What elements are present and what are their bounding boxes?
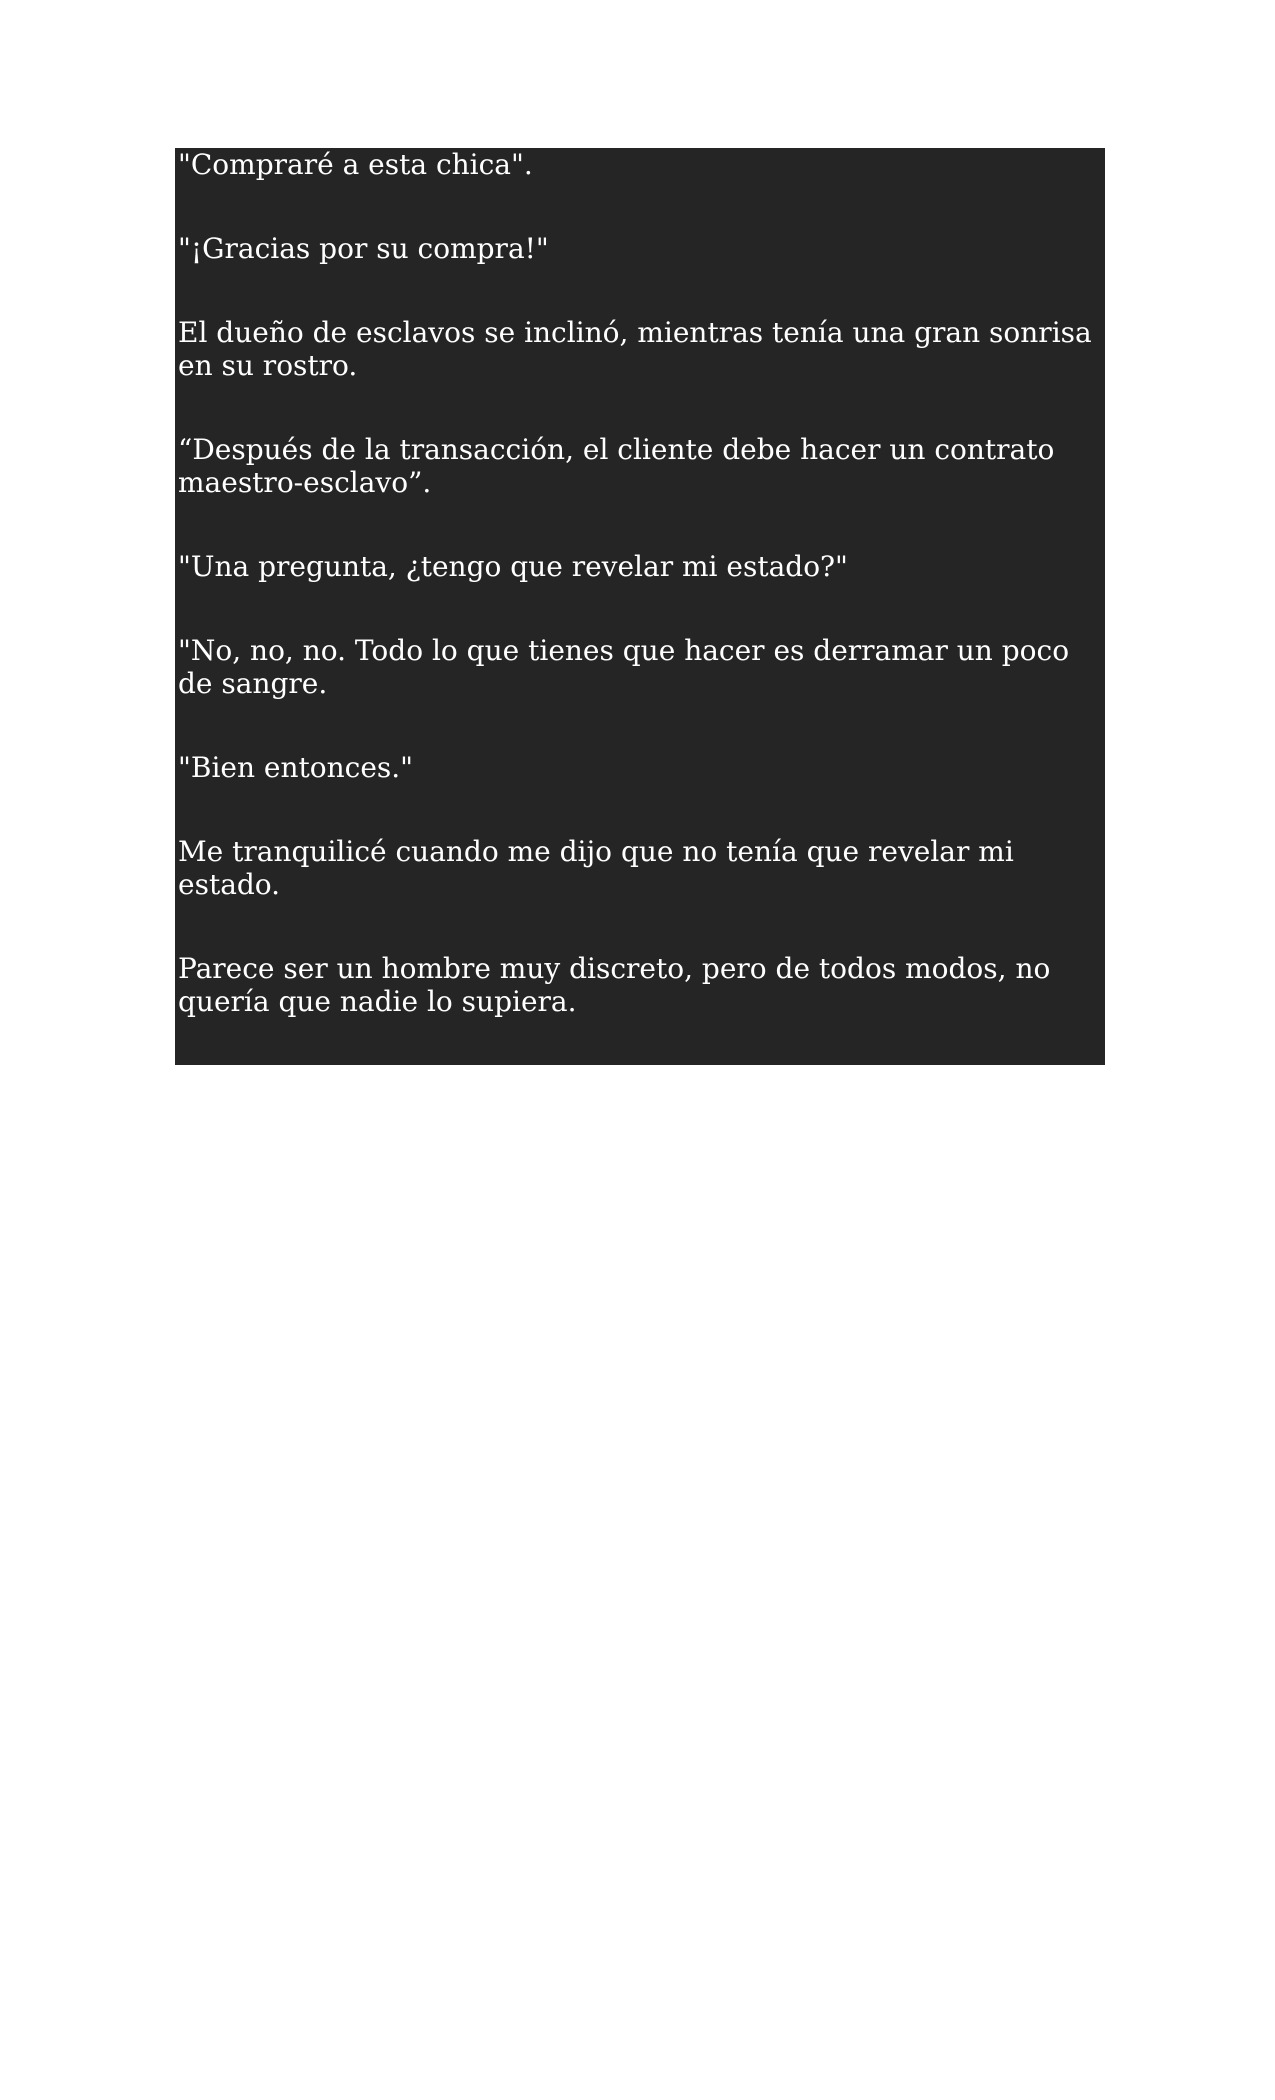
paragraph-10: Kaede me miraba con ojos ansiosos. — [178, 1069, 692, 1102]
paragraph-6: "No, no, no. Todo lo que tienes que hacer es derramar un poco de sangre. — [178, 634, 1070, 700]
paragraph-4: “Después de la transacción, el cliente debe hacer un contrato maestro-esclavo”. — [178, 433, 1055, 499]
paragraph-1: "Compraré a esta chica". — [178, 148, 533, 181]
story-text-block — [175, 148, 1105, 1102]
paragraph-5: "Una pregunta, ¿tengo que revelar mi estado?" — [178, 550, 848, 583]
paragraph-8: Me tranquilicé cuando me dijo que no tenía que revelar mi estado. — [178, 835, 1014, 901]
paragraph-9: Parece ser un hombre muy discreto, pero de todos modos, no quería que nadie lo supiera. — [178, 952, 1051, 1018]
paragraph-3: El dueño de esclavos se inclinó, mientras tenía una gran sonrisa en su rostro. — [178, 316, 1092, 382]
paragraph-2: "¡Gracias por su compra!" — [178, 232, 549, 265]
paragraph-7: "Bien entonces." — [178, 751, 414, 784]
